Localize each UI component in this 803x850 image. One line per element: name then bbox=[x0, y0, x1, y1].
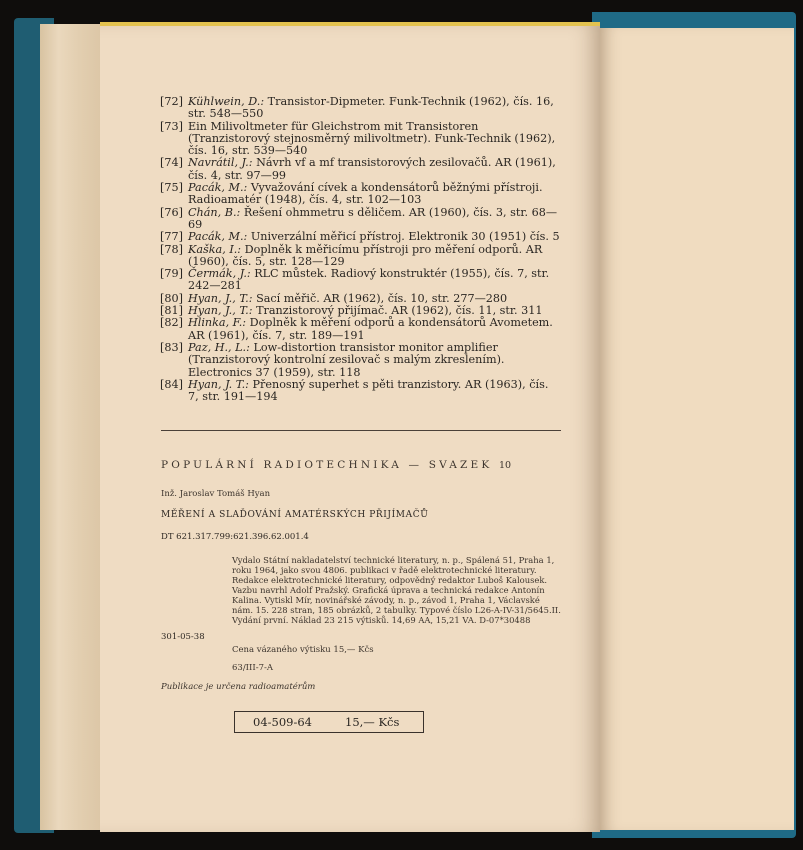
reference-author: Navrátil, J.: bbox=[188, 156, 253, 170]
reference-author: Kaška, I.: bbox=[188, 242, 242, 256]
reference-body bbox=[188, 121, 562, 158]
right-page-blank bbox=[600, 28, 794, 830]
reference-body bbox=[188, 317, 562, 342]
group-code: 63/III-7-A bbox=[232, 663, 274, 673]
reference-number: [78] bbox=[160, 242, 183, 256]
reference-body bbox=[188, 268, 562, 293]
reference-body bbox=[188, 182, 562, 207]
reference-text: Univerzální měřicí přístroj. Elektronik 30 (1951) čís. 5 bbox=[250, 230, 560, 244]
reference-text: Řešení ohmmetru s děličem. AR (1960), čís. 3, str. 68—69 bbox=[188, 205, 558, 231]
reference-entry bbox=[160, 157, 562, 182]
imprint-text: Vydalo Státní nakladatelství technické literatury, n. p., Spálená 51, Praha 1, roku 1964, jako svou 4806. publikaci v řadě elektrotechnické literatury. Redakce elektrotechnické literatury, odpovědný redaktor Luboš Kalousek. Vazbu navrhl Adolf Pražský. Grafická úprava a technická redakce Antonín Kalina. Vytiskl Mír, novinářské závody, n. p., závod 1, Praha 1, Václavské nám. 15. 228 stran, 185 obrázků, 2 tabulky. Typové číslo L26-A-IV-31/5645.II. Vydání první. Náklad 23 215 výtisků. 14,69 AA, 15,21 VA. D-07*30488 bbox=[232, 555, 561, 625]
reference-author: Hyan, J., T.: bbox=[188, 304, 253, 318]
reference-text: Tranzistorový přijímač. AR (1962), čís. 11, str. 311 bbox=[256, 304, 543, 318]
reference-body bbox=[188, 207, 562, 232]
catalog-code: 301-05-38 bbox=[161, 632, 205, 642]
series-name: POPULÁRNÍ RADIOTECHNIKA — SVAZEK bbox=[161, 459, 493, 471]
reference-author: Pacák, M.: bbox=[188, 181, 248, 195]
reference-text: Transistor-Dipmeter. Funk-Technik (1962), čís. 16, str. 548—550 bbox=[188, 95, 554, 121]
reference-author: Paz, H., L.: bbox=[188, 340, 250, 354]
reference-number: [83] bbox=[160, 340, 183, 354]
series-title bbox=[161, 459, 511, 471]
reference-number: [77] bbox=[160, 230, 183, 244]
reference-number: [73] bbox=[160, 119, 183, 133]
reference-text: Ein Milivoltmeter für Gleichstrom mit Transistoren (Tranzistorový stejnosměrný milivoltmetr). Funk-Technik (1962), čís. 16, str. 539—540 bbox=[188, 119, 556, 158]
price-box-price: 15,— Kčs bbox=[345, 715, 400, 729]
reference-text: Doplněk k měření odporů a kondensátorů Avometem. AR (1961), čís. 7, str. 189—191 bbox=[188, 316, 553, 342]
reference-author: Kühlwein, D.: bbox=[188, 95, 265, 108]
reference-body bbox=[188, 244, 562, 269]
price-box-code: 04-509-64 bbox=[253, 715, 312, 729]
reference-text: Doplněk k měřicímu přístroji pro měření odporů. AR (1960), čís. 5, str. 128—129 bbox=[188, 242, 543, 268]
reference-text: Low-distortion transistor monitor amplifier (Tranzistorový kontrolní zesilovač s malým zkreslením). Electronics 37 (1959), str. 118 bbox=[188, 340, 505, 379]
reference-number: [76] bbox=[160, 205, 183, 219]
reference-number: [75] bbox=[160, 181, 183, 195]
reference-entry bbox=[160, 379, 562, 404]
reference-list bbox=[160, 96, 562, 403]
book-title: MĚŘENÍ A SLAĎOVÁNÍ AMATÉRSKÝCH PŘIJÍMAČŮ bbox=[161, 510, 429, 520]
reference-entry bbox=[160, 96, 562, 121]
reference-entry bbox=[160, 207, 562, 232]
divider-rule bbox=[161, 430, 561, 431]
reference-text: RLC můstek. Radiový konstruktér (1955), čís. 7, str. 242—281 bbox=[188, 267, 550, 293]
audience-note: Publikace je určena radioamatérům bbox=[161, 682, 316, 692]
reference-text: Vyvažování cívek a kondensátorů běžnými přístroji. Radioamatér (1948), čís. 4, str. 102—103 bbox=[188, 181, 543, 207]
reference-text: Návrh vf a mf transistorových zesilovačů. AR (1961), čís. 4, str. 97—99 bbox=[188, 156, 556, 182]
reference-body bbox=[188, 379, 562, 404]
reference-author: Čermák, J.: bbox=[188, 267, 251, 281]
book-author: Inž. Jaroslav Tomáš Hyan bbox=[161, 489, 271, 499]
reference-author: Hyan, J. T.: bbox=[188, 377, 249, 391]
reference-entry bbox=[160, 268, 562, 293]
reference-text: Přenosný superhet s pěti tranzistory. AR (1963), čís. 7, str. 191—194 bbox=[188, 377, 549, 404]
reference-author: Pacák, M.: bbox=[188, 230, 248, 244]
reference-entry bbox=[160, 121, 562, 158]
reference-number: [81] bbox=[160, 304, 183, 318]
reference-number: [80] bbox=[160, 291, 183, 305]
reference-author: Hlinka, F.: bbox=[188, 316, 247, 330]
bound-price: Cena vázaného výtisku 15,— Kčs bbox=[232, 645, 374, 655]
reference-number: [72] bbox=[160, 95, 183, 108]
reference-entry bbox=[160, 317, 562, 342]
reference-author: Chán, B.: bbox=[188, 205, 241, 219]
reference-number: [74] bbox=[160, 156, 183, 170]
reference-text: Sací měřič. AR (1962), čís. 10, str. 277—280 bbox=[256, 291, 508, 305]
reference-number: [84] bbox=[160, 377, 183, 391]
page-edges bbox=[40, 24, 102, 830]
reference-number: [79] bbox=[160, 267, 183, 281]
reference-number: [82] bbox=[160, 316, 183, 330]
reference-entry bbox=[160, 244, 562, 269]
reference-body bbox=[188, 96, 562, 121]
reference-author: Hyan, J., T.: bbox=[188, 291, 253, 305]
reference-body bbox=[188, 342, 562, 379]
dt-classification: DT 621.317.799:621.396.62.001.4 bbox=[161, 532, 309, 542]
price-box bbox=[234, 711, 424, 733]
reference-entry bbox=[160, 182, 562, 207]
series-volume: 10 bbox=[498, 460, 512, 471]
reference-entry bbox=[160, 342, 562, 379]
reference-body bbox=[188, 157, 562, 182]
